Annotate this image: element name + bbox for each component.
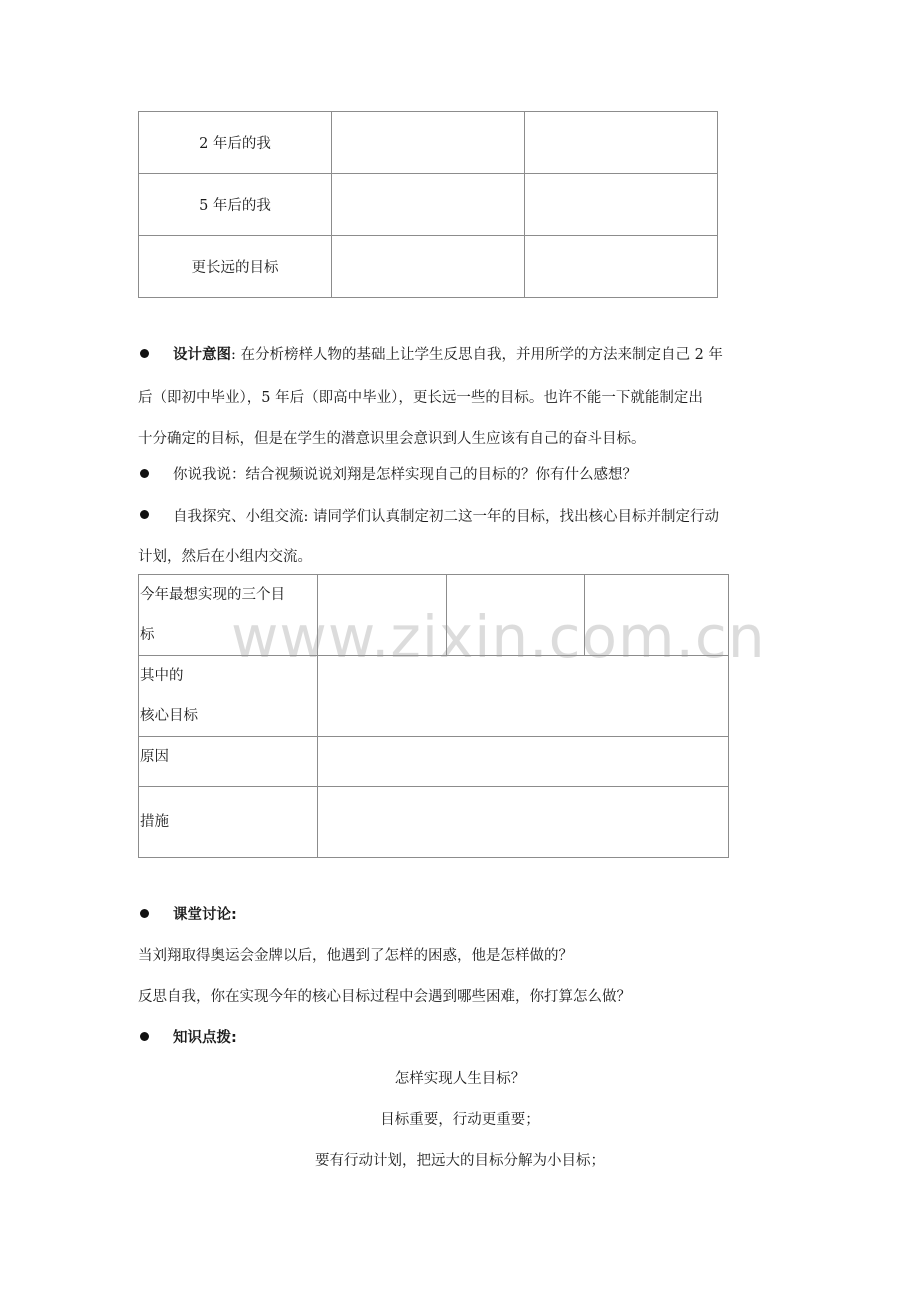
table-row xyxy=(139,737,729,787)
knowledge-line-2: 目标重要，行动更重要； xyxy=(380,1112,540,1128)
row-label-line: 今年最想实现的三个目 xyxy=(140,587,285,603)
empty-cell[interactable] xyxy=(332,112,525,174)
table-row xyxy=(139,112,718,174)
design-intent-line-3: 十分确定的目标，但是在学生的潜意识里会意识到人生应该有自己的奋斗目标。 xyxy=(138,431,646,447)
empty-cell[interactable] xyxy=(332,236,525,298)
empty-cell[interactable] xyxy=(525,236,718,298)
discussion-question-1: 当刘翔取得奥运会金牌以后，他遇到了怎样的困惑，他是怎样做的？ xyxy=(138,948,573,964)
knowledge-line-1: 怎样实现人生目标？ xyxy=(394,1071,526,1087)
self-explore-line-2: 计划，然后在小组内交流。 xyxy=(138,549,312,565)
bullet-icon xyxy=(140,349,149,358)
discussion-question-2: 反思自我，你在实现今年的核心目标过程中会遇到哪些困难，你打算怎么做？ xyxy=(138,989,631,1005)
table-row xyxy=(139,787,729,858)
bullet-icon xyxy=(140,510,149,519)
row-label-line: 标 xyxy=(140,627,155,643)
bullet-icon xyxy=(140,909,149,918)
goal-timeline-table xyxy=(138,111,718,298)
empty-cell[interactable] xyxy=(525,112,718,174)
discussion-title: 课堂讨论: xyxy=(173,907,237,923)
row-label: 5 年后的我 xyxy=(139,174,332,236)
row-label: 原因 xyxy=(139,737,318,787)
bullet-icon xyxy=(140,469,149,478)
row-label-line: 核心目标 xyxy=(140,708,198,724)
row-label: 更长远的目标 xyxy=(139,236,332,298)
self-explore-line-1: 自我探究、小组交流: 请同学们认真制定初二这一年的目标，找出核心目标并制定行动 xyxy=(173,509,719,525)
empty-cell[interactable] xyxy=(332,174,525,236)
empty-cell[interactable] xyxy=(318,737,729,787)
bullet-icon xyxy=(140,1032,149,1041)
row-label: 2 年后的我 xyxy=(139,112,332,174)
empty-cell[interactable] xyxy=(525,174,718,236)
table-row xyxy=(139,174,718,236)
knowledge-title: 知识点拨: xyxy=(173,1030,237,1046)
design-intent-title: 设计意图 xyxy=(173,347,231,363)
watermark: www.zixin.com.cn xyxy=(231,603,766,671)
design-intent-text: : 在分析榜样人物的基础上让学生反思自我，并用所学的方法来制定自己 2 年 xyxy=(231,347,723,363)
empty-cell[interactable] xyxy=(318,787,729,858)
table-row xyxy=(139,236,718,298)
design-intent-line-2: 后（即初中毕业），5 年后（即高中毕业），更长远一些的目标。也许不能一下就能制定出 xyxy=(138,390,703,406)
row-label: 措施 xyxy=(139,787,318,858)
discussion-prompt: 你说我说：结合视频说说刘翔是怎样实现自己的目标的？你有什么感想？ xyxy=(173,467,637,483)
design-intent-line-1 xyxy=(173,343,723,364)
row-label-line: 其中的 xyxy=(140,668,184,684)
knowledge-line-3: 要有行动计划，把远大的目标分解为小目标； xyxy=(315,1153,605,1169)
